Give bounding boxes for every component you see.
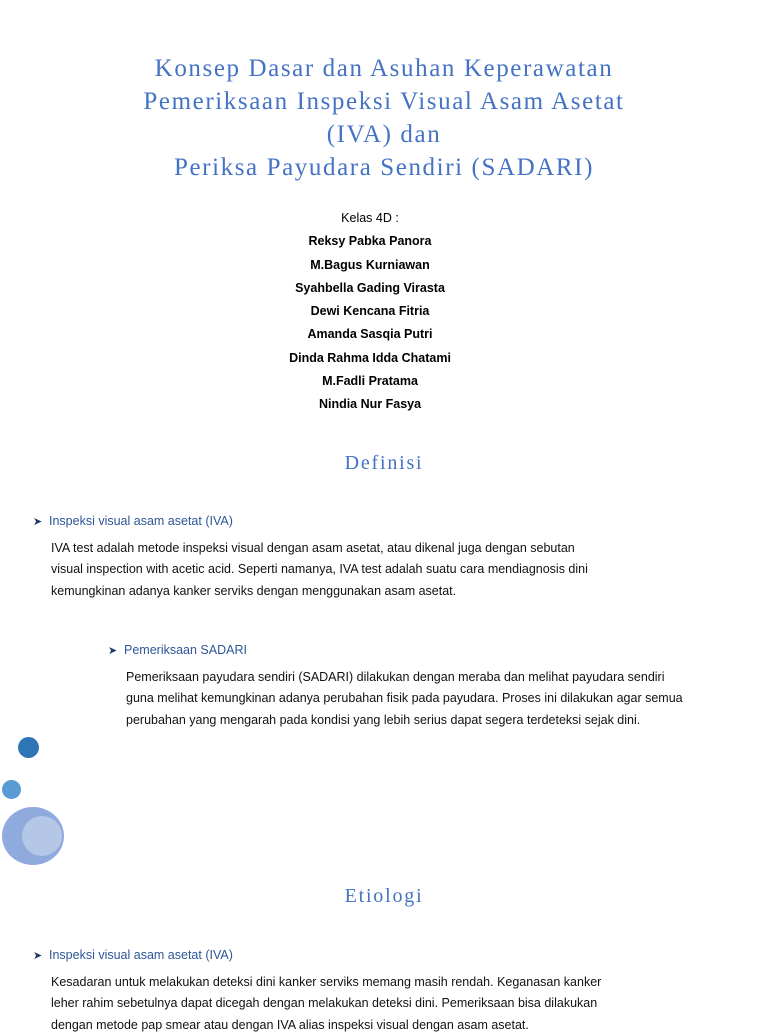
definisi-sadari-paragraph	[126, 667, 683, 731]
paragraph-line: guna melihat kemungkinan adanya perubahan fisik pada payudara. Proses ini dilakukan agar semua	[126, 691, 683, 706]
circle-small-light	[2, 780, 21, 799]
member-name: M.Fadli Pratama	[322, 374, 418, 389]
paragraph-line: dengan metode pap smear atau dengan IVA alias inspeksi visual dengan asam asetat.	[51, 1017, 529, 1032]
member-name: Dewi Kencana Fitria	[310, 304, 430, 319]
arrow-bullet-icon: ➤	[108, 645, 118, 657]
bullet-label: Pemeriksaan SADARI	[124, 643, 247, 657]
title-line-4: Periksa Payudara Sendiri (SADARI)	[173, 154, 595, 181]
title-line-2: Pemeriksaan Inspeksi Visual Asam Asetat	[143, 88, 625, 115]
member-name: Amanda Sasqia Putri	[307, 327, 433, 342]
paragraph-line: Pemeriksaan payudara sendiri (SADARI) dilakukan dengan meraba dan melihat payudara sendiri	[126, 670, 665, 684]
circle-inner	[22, 816, 62, 856]
bullet-label: Inspeksi visual asam asetat (IVA)	[49, 948, 233, 962]
class-label: Kelas 4D :	[341, 211, 399, 225]
definisi-sadari-bullet	[108, 643, 247, 657]
member-name: M.Bagus Kurniawan	[310, 257, 430, 272]
definisi-iva-paragraph	[51, 538, 588, 602]
etiologi-iva-paragraph	[51, 972, 601, 1036]
document-title	[0, 52, 768, 184]
paragraph-line: visual inspection with acetic acid. Seperti namanya, IVA test adalah suatu cara mendiagnosis dini	[51, 562, 588, 577]
circle-small-dark	[18, 737, 39, 758]
paragraph-line: Kesadaran untuk melakukan deteksi dini kanker serviks memang masih rendah. Keganasan kanker	[51, 975, 602, 989]
paragraph-line: leher rahim sebetulnya dapat dicegah dengan melakukan deteksi dini. Pemeriksaan bisa dilakukan	[51, 996, 598, 1011]
member-name: Dinda Rahma Idda Chatami	[289, 350, 451, 365]
arrow-bullet-icon: ➤	[33, 516, 43, 528]
definisi-iva-bullet	[33, 514, 233, 528]
title-line-1: Konsep Dasar dan Asuhan Keperawatan	[154, 55, 614, 82]
paragraph-line: IVA test adalah metode inspeksi visual dengan asam asetat, atau dikenal juga dengan sebutan	[51, 541, 575, 555]
definisi-heading: Definisi	[344, 452, 424, 474]
etiologi-heading: Etiologi	[344, 885, 424, 907]
etiologi-iva-bullet	[33, 948, 233, 962]
title-line-3: (IVA) dan	[326, 121, 442, 148]
paragraph-line: perubahan yang mengarah pada kondisi yang lebih serius dapat segera terdeteksi sejak dini.	[126, 712, 641, 727]
paragraph-line: kemungkinan adanya kanker serviks dengan menggunakan asam asetat.	[51, 583, 457, 598]
member-name: Nindia Nur Fasya	[318, 397, 422, 412]
member-list	[0, 207, 740, 417]
member-name: Reksy Pabka Panora	[308, 234, 432, 249]
arrow-bullet-icon: ➤	[33, 950, 43, 962]
member-name: Syahbella Gading Virasta	[295, 280, 445, 295]
bullet-label: Inspeksi visual asam asetat (IVA)	[49, 514, 233, 528]
